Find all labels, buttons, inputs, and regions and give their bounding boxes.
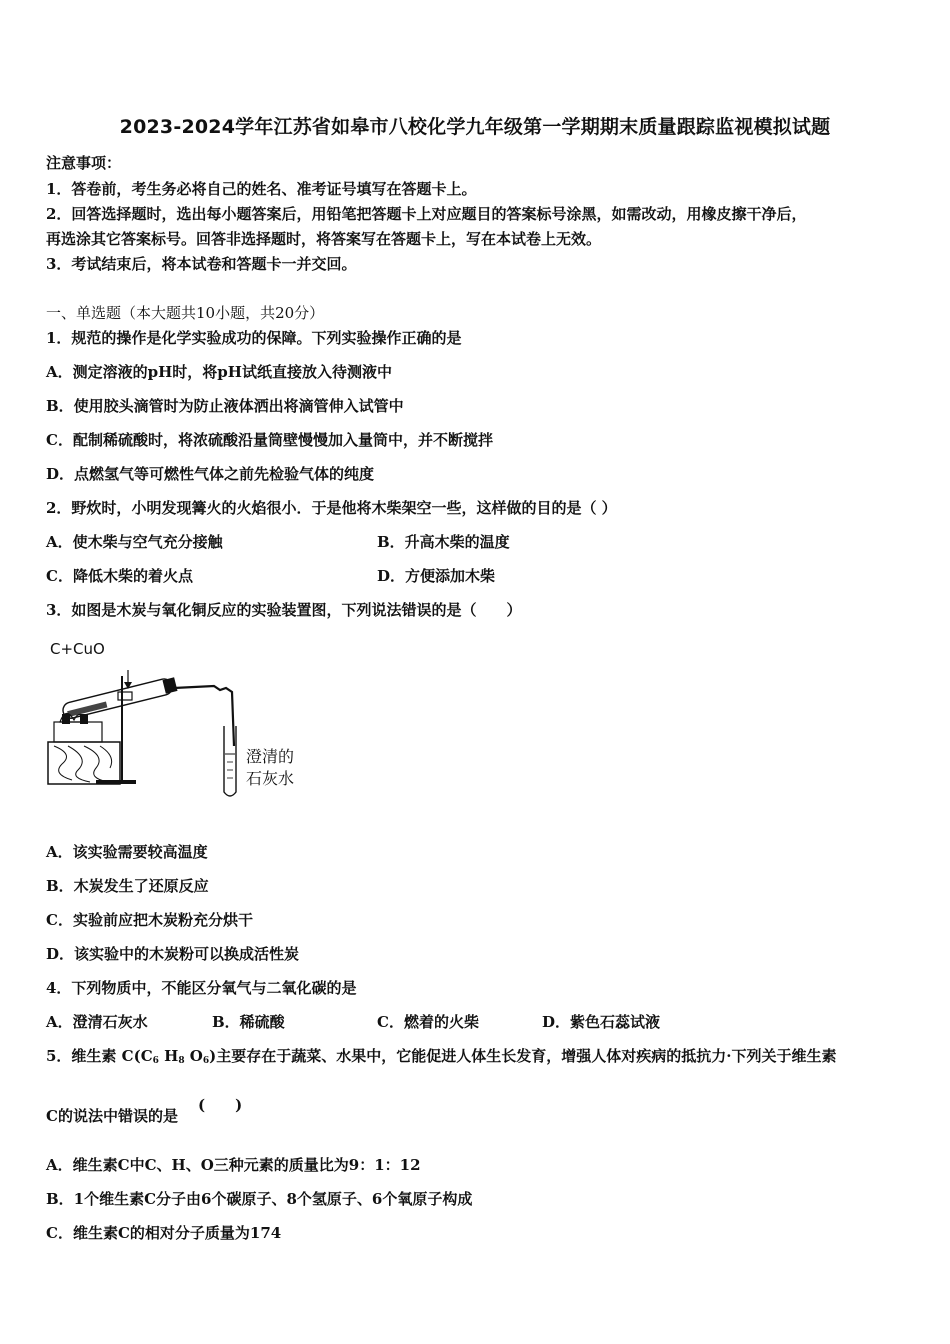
notice-heading: 注意事项： [46, 154, 122, 172]
q4-option-a: A．澄清石灰水 [46, 1013, 148, 1031]
q4-option-b: B．稀硫酸 [212, 1013, 285, 1031]
q3-option-d: D．该实验中的木炭粉可以换成活性炭 [46, 945, 300, 963]
section-heading: 一、单选题（本大题共10小题，共20分） [46, 304, 325, 322]
q1-option-a: A．测定溶液的pH时，将pH试纸直接放入待测液中 [46, 363, 392, 381]
q2-stem: 2．野炊时，小明发现篝火的火焰很小．于是他将木柴架空一些，这样做的目的是（ ） [46, 499, 617, 517]
q2-option-c: C．降低木柴的着火点 [46, 567, 193, 585]
page-title: 2023-2024学年江苏省如皋市八校化学九年级第一学期期末质量跟踪监视模拟试题 [119, 116, 831, 138]
q4-option-d: D．紫色石蕊试液 [542, 1013, 661, 1031]
q3-stem: 3．如图是木炭与氧化铜反应的实验装置图，下列说法错误的是（ ） [46, 601, 522, 619]
liquid-label-2: 石灰水 [246, 769, 295, 788]
reactant-label: C+CuO [50, 640, 105, 658]
q5-answer-paren: ( ) [198, 1096, 243, 1114]
q1-option-b: B．使用胶头滴管时为防止液体洒出将滴管伸入试管中 [46, 397, 404, 415]
notice-item: 2．回答选择题时，选出每小题答案后，用铅笔把答题卡上对应题目的答案标号涂黑，如需改动，用橡皮擦干净后， [46, 205, 807, 223]
q1-option-c: C．配制稀硫酸时，将浓硫酸沿量筒壁慢慢加入量筒中，并不断搅拌 [46, 431, 493, 449]
q3-option-a: A．该实验需要较高温度 [46, 843, 208, 861]
q2-option-a: A．使木柴与空气充分接触 [46, 533, 223, 551]
q3-option-c: C．实验前应把木炭粉充分烘干 [46, 911, 253, 929]
q5-option-c: C．维生素C的相对分子质量为174 [46, 1224, 282, 1242]
q3-option-b: B．木炭发生了还原反应 [46, 877, 209, 895]
q4-option-c: C．燃着的火柴 [377, 1013, 479, 1031]
q5-option-a: A．维生素C中C、H、O三种元素的质量比为9：1：12 [46, 1156, 421, 1174]
q1-stem: 1．规范的操作是化学实验成功的保障。下列实验操作正确的是 [46, 329, 462, 347]
notice-item: 3．考试结束后，将本试卷和答题卡一并交回。 [46, 255, 357, 273]
liquid-label-1: 澄清的 [246, 747, 295, 766]
q2-option-d: D．方便添加木柴 [377, 567, 496, 585]
notice-item: 再选涂其它答案标号。回答非选择题时，将答案写在答题卡上，写在本试卷上无效。 [46, 230, 602, 248]
q4-stem: 4．下列物质中，不能区分氧气与二氧化碳的是 [46, 979, 357, 997]
q5-stem-line2: C的说法中错误的是 [46, 1107, 178, 1125]
q5-stem: 5．维生素 $C(C_6$ $H_8$ $O_6$)主要存在于蔬菜、水果中，它能促进人体生长发育，增强人体对疾病的抵抗力·下列关于维生素 [46, 1047, 837, 1066]
q2-option-b: B．升高木柴的温度 [377, 533, 510, 551]
notice-item: 1．答卷前，考生务必将自己的姓名、准考证号填写在答题卡上。 [46, 180, 477, 198]
apparatus-figure [44, 636, 314, 806]
q5-option-b: B．1个维生素C分子由6个碳原子、8个氢原子、6个氧原子构成 [46, 1190, 473, 1208]
q1-option-d: D．点燃氢气等可燃性气体之前先检验气体的纯度 [46, 465, 375, 483]
